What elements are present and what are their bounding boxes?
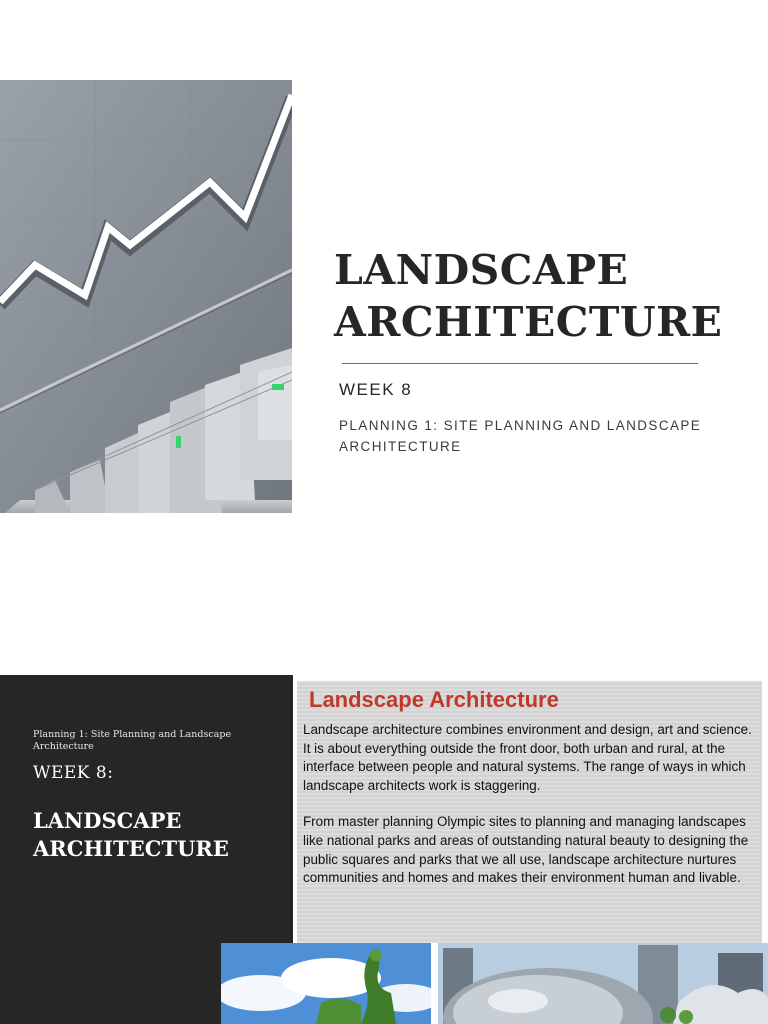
cloud-gate-illustration <box>438 943 768 1024</box>
title-divider <box>342 363 698 364</box>
slide-title-line2: ARCHITECTURE <box>334 298 723 346</box>
section-title-line2: ARCHITECTURE <box>33 836 229 861</box>
slide-title-line1: LANDSCAPE <box>334 246 629 294</box>
cloud-gate-sculpture-photo <box>438 943 768 1024</box>
slide-title <box>334 244 754 348</box>
content-slide <box>0 675 768 1024</box>
hero-image <box>0 80 292 513</box>
panel-heading: Landscape Architecture <box>309 687 559 712</box>
course-title: Planning 1: Site Planning and Landscape Architecture <box>33 729 232 752</box>
section-title <box>33 807 283 863</box>
concrete-stairs-arrow-illustration <box>0 80 292 513</box>
topiary-garden-photo <box>221 943 431 1024</box>
week-label: WEEK 8: <box>33 763 114 783</box>
slide-subtitle: PLANNING 1: SITE PLANNING AND LANDSCAPE ARCHITECTURE <box>339 418 702 454</box>
week-label: WEEK 8 <box>339 380 413 399</box>
paragraph-examples: From master planning Olympic sites to planning and managing landscapes like national parks and areas of outstanding natural beauty to designing the public squares and parks that we all use, landscape architecture nurtures communities and homes and makes their environment human and livable. <box>303 814 749 886</box>
section-title-line1: LANDSCAPE <box>33 808 182 833</box>
text-panel <box>297 681 762 943</box>
paragraph-intro: Landscape architecture combines environment and design, art and science. It is about everything outside the front door, both urban and rural, at the interface between people and natural systems. The range of ways in which landscape architects work is staggering. <box>303 722 752 793</box>
topiary-illustration <box>221 943 431 1024</box>
